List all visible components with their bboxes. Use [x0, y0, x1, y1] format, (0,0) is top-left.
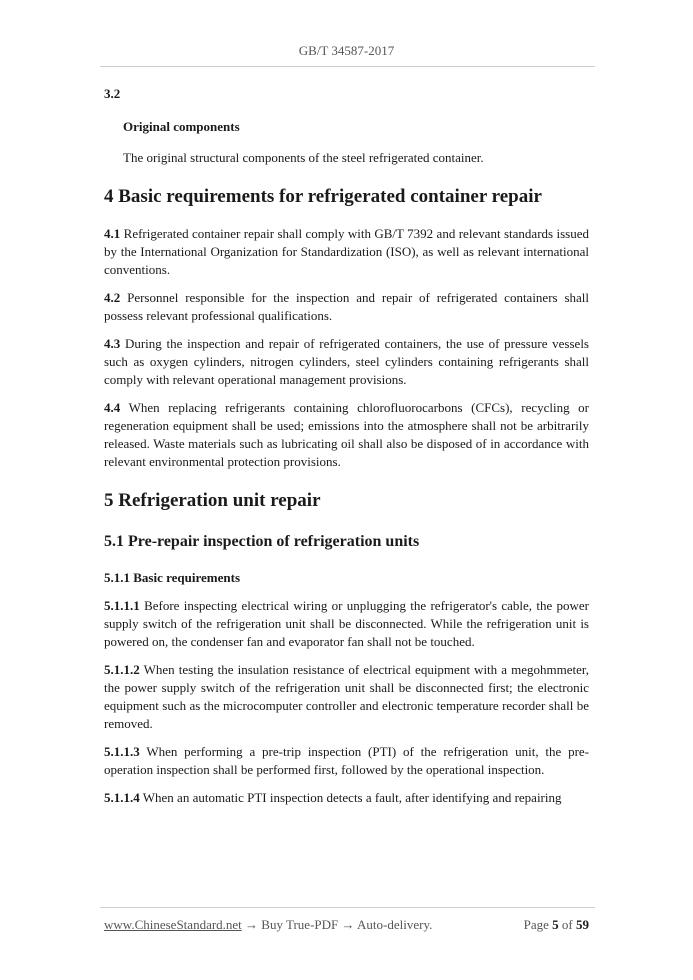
- clause-number: 4.2: [104, 290, 121, 305]
- clause-5-1-1-3: [104, 743, 589, 779]
- clause-number: 4.3: [104, 336, 121, 351]
- arrow-right-icon: →: [245, 917, 259, 932]
- clause-number: 5.1.1.1: [104, 598, 140, 613]
- auto-delivery-text: Auto-delivery.: [357, 917, 433, 932]
- site-link[interactable]: www.ChineseStandard.net: [104, 917, 242, 932]
- footer-links: [104, 917, 432, 933]
- of-word: of: [561, 917, 573, 932]
- clause-number: 5.1.1.4: [104, 790, 140, 805]
- arrow-right-icon: →: [341, 917, 355, 932]
- clause-4-2: [104, 289, 589, 325]
- page-indicator: [524, 917, 589, 933]
- term-title: Original components: [123, 119, 240, 134]
- clause-number: 5.1.1.3: [104, 744, 140, 759]
- header-divider: [100, 66, 595, 67]
- buy-pdf-link[interactable]: Buy True-PDF: [261, 917, 339, 932]
- section-5-1-heading: 5.1 Pre-repair inspection of refrigeration units: [104, 533, 420, 550]
- term-number: 3.2: [104, 86, 121, 101]
- clause-text: Personnel responsible for the inspection and repair of refrigerated containers shall possess relevant professional qualifications.: [104, 290, 589, 323]
- clause-text: During the inspection and repair of refrigerated containers, the use of pressure vessels such as oxygen cylinders, nitrogen cylinders, steel cylinders containing refrigerants shall comply with relevant operational management provisions.: [104, 336, 589, 387]
- clause-5-1-1-1: [104, 597, 589, 651]
- clause-text: Before inspecting electrical wiring or unplugging the refrigerator's cable, the power supply switch of the refrigeration unit shall be disconnected. While the refrigeration unit is powered on, the condenser fan and evaporator fan shall not be touched.: [104, 598, 590, 649]
- clause-number: 4.4: [104, 400, 121, 415]
- clause-text: Refrigerated container repair shall comply with GB/T 7392 and relevant standards issued by the International Organization for Standardization (ISO), as well as relevant international conventions.: [104, 226, 589, 277]
- clause-4-4: [104, 399, 589, 471]
- clause-5-1-1-2: [104, 661, 589, 733]
- total-pages: 59: [576, 917, 589, 932]
- section-5-1-1-heading: 5.1.1 Basic requirements: [104, 570, 241, 585]
- section-5-heading: 5 Refrigeration unit repair: [104, 490, 321, 511]
- page-header: [104, 43, 589, 59]
- doc-code: GB/T 34587-2017: [298, 43, 395, 58]
- clause-text: When performing a pre-trip inspection (PTI) of the refrigeration unit, the pre-operation inspection shall be performed first, followed by the operational inspection.: [104, 744, 590, 777]
- page-word: Page: [523, 917, 549, 932]
- clause-4-1: [104, 225, 589, 279]
- clause-number: 4.1: [104, 226, 121, 241]
- page-number: 5: [552, 917, 559, 932]
- clause-number: 5.1.1.2: [104, 662, 140, 677]
- term-definition: The original structural components of the steel refrigerated container.: [123, 150, 484, 165]
- clause-5-1-1-4: [104, 789, 589, 807]
- footer-divider: [100, 907, 595, 908]
- section-4-heading: 4 Basic requirements for refrigerated container repair: [104, 186, 542, 207]
- page-content: [104, 86, 589, 807]
- clause-text: When testing the insulation resistance of electrical equipment with a megohmmeter, the power supply switch of the refrigeration unit shall be disconnected first; the electronic equipment such as the microcomputer controller and electronic temperature recorder shall be removed.: [104, 662, 589, 731]
- clause-text: When an automatic PTI inspection detects a fault, after identifying and repairing: [142, 790, 562, 805]
- clause-text: When replacing refrigerants containing chlorofluorocarbons (CFCs), recycling or regeneration equipment shall be used; emissions into the atmosphere shall not be arbitrarily released. Waste materials such as lubricating oil shall also be disposed of in accordance with relevant environmental protection provisions.: [104, 400, 590, 469]
- clause-4-3: [104, 335, 589, 389]
